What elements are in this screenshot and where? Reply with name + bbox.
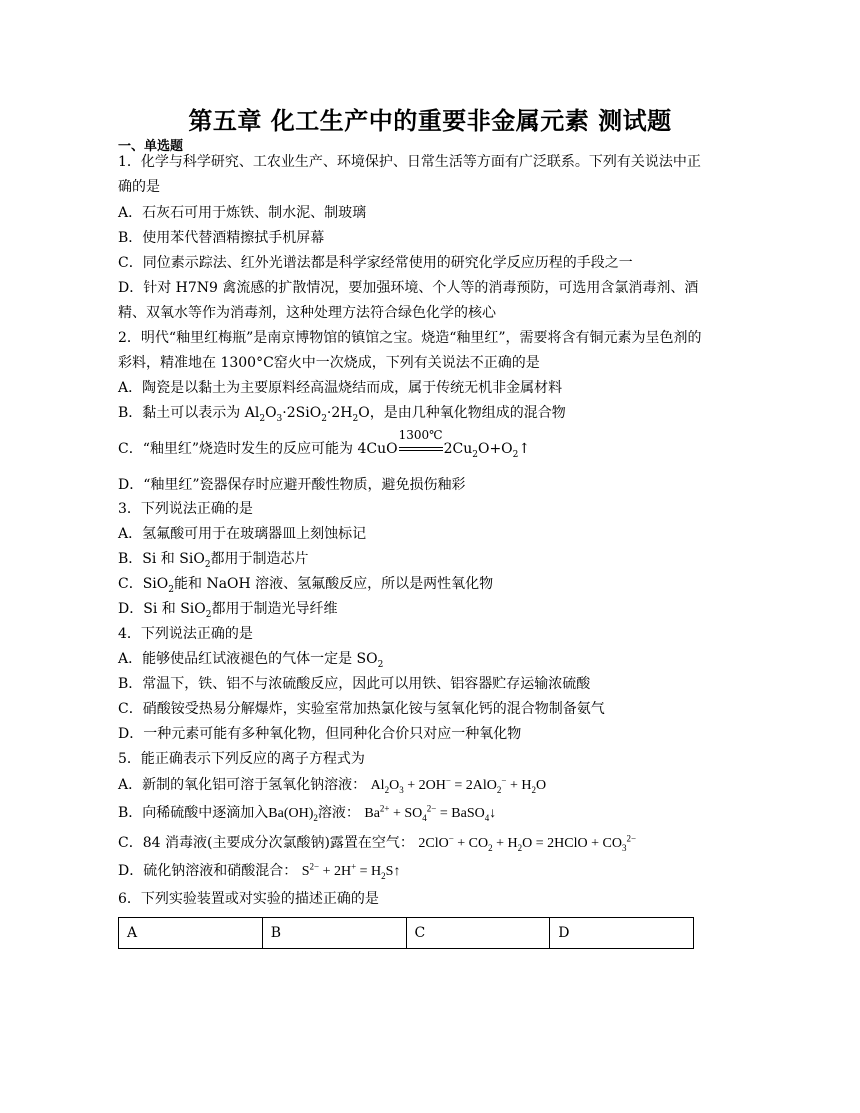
page-title: 第五章 化工生产中的重要非金属元素 测试题: [188, 107, 672, 135]
q2-stem-line2: 彩料，精准地在 1300°C窑火中一次烧成，下列有关说法不正确的是: [118, 355, 540, 371]
q6-options-table: [118, 917, 694, 949]
q2-option-b: B．黏土可以表示为 $Al_2O_3\cdot 2SiO_2\cdot 2H_2O$，是由几种氧化物组成的混合物: [118, 405, 566, 424]
q4-option-a: A．能够使品红试液褪色的气体一定是 $SO_2$: [118, 651, 384, 670]
q6-option-b-cell: B: [262, 918, 406, 949]
reaction-arrow: [398, 428, 444, 458]
q2-option-c: C．“釉里红”烧造时发生的反应可能为 4CuO 1300℃ $2Cu_2O+O_2↑$: [118, 428, 531, 460]
q6-stem: 6．下列实验装置或对实验的描述正确的是: [118, 891, 379, 907]
section-heading: 一、单选题: [118, 139, 184, 154]
q5-option-d: D．硫化钠溶液和硝酸混合： $S^{2-} + 2H^+$ = $H_2S↑$: [118, 861, 401, 881]
q1-option-d-line1: D．针对 H7N9 禽流感的扩散情况，要加强环境、个人等的消毒预防，可选用含氯消毒剂、酒: [118, 280, 699, 296]
q3-option-c: C．SiO$_2$能和 NaOH 溶液、氢氟酸反应，所以是两性氧化物: [118, 576, 494, 595]
q5-option-c: C．84 消毒液(主要成分次氯酸钠)露置在空气： $2ClO^- + CO_2 + H_2O$ = 2HClO + $CO_3^{2-}$: [118, 833, 637, 853]
q1-stem-line2: 确的是: [118, 179, 160, 195]
q1-option-a: A．石灰石可用于炼铁、制水泥、制玻璃: [118, 205, 367, 221]
q4-option-d: D．一种元素可能有多种氧化物，但同种化合价只对应一种氧化物: [118, 726, 522, 742]
q1-option-b: B．使用苯代替酒精擦拭手机屏幕: [118, 230, 325, 246]
q1-option-c: C．同位素示踪法、红外光谱法都是科学家经常使用的研究化学反应历程的手段之一: [118, 255, 633, 271]
q5-option-b: B．向稀硫酸中逐滴加入$Ba(OH)_2$溶液： $Ba^{2+} + SO_4^{2-}$ = BaSO$_4$↓: [118, 803, 497, 823]
q2-stem-line1: 2．明代“釉里红梅瓶”是南京博物馆的镇馆之宝。烧造“釉里红”，需要将含有铜元素为呈色剂的: [118, 330, 702, 346]
q5-option-a: A．新制的氧化铝可溶于氢氧化钠溶液： $Al_2O_3 + 2OH^- = 2AlO_2^- + H_2O$: [118, 775, 547, 795]
q2-option-a: A．陶瓷是以黏土为主要原料经高温烧结而成，属于传统无机非金属材料: [118, 380, 563, 396]
q4-option-b: B．常温下，铁、铝不与浓硫酸反应，因此可以用铁、铝容器贮存运输浓硫酸: [118, 676, 591, 692]
q6-option-a-cell: A: [119, 918, 263, 949]
q6-option-c-cell: C: [406, 918, 550, 949]
q1-stem-line1: 1．化学与科学研究、工农业生产、环境保护、日常生活等方面有广泛联系。下列有关说法中正: [118, 154, 701, 170]
q3-stem: 3．下列说法正确的是: [118, 501, 253, 517]
q1-option-d-line2: 精、双氧水等作为消毒剂，这种处理方法符合绿色化学的核心: [118, 305, 496, 321]
q3-option-b: B．Si 和 SiO$_2$都用于制造芯片: [118, 551, 309, 570]
q2-option-d: D．“釉里红”瓷器保存时应避开酸性物质，避免损伤釉彩: [118, 477, 466, 493]
reaction-condition: 1300℃: [398, 428, 443, 442]
q5-stem: 5．能正确表示下列反应的离子方程式为: [118, 751, 365, 767]
q4-option-c: C．硝酸铵受热易分解爆炸，实验室常加热氯化铵与氢氧化钙的混合物制备氨气: [118, 701, 605, 717]
q3-option-d: D．Si 和 SiO$_2$都用于制造光导纤维: [118, 601, 338, 620]
q6-option-d-cell: D: [550, 918, 694, 949]
q4-stem: 4．下列说法正确的是: [118, 626, 253, 642]
q3-option-a: A．氢氟酸可用于在玻璃器皿上刻蚀标记: [118, 526, 367, 542]
